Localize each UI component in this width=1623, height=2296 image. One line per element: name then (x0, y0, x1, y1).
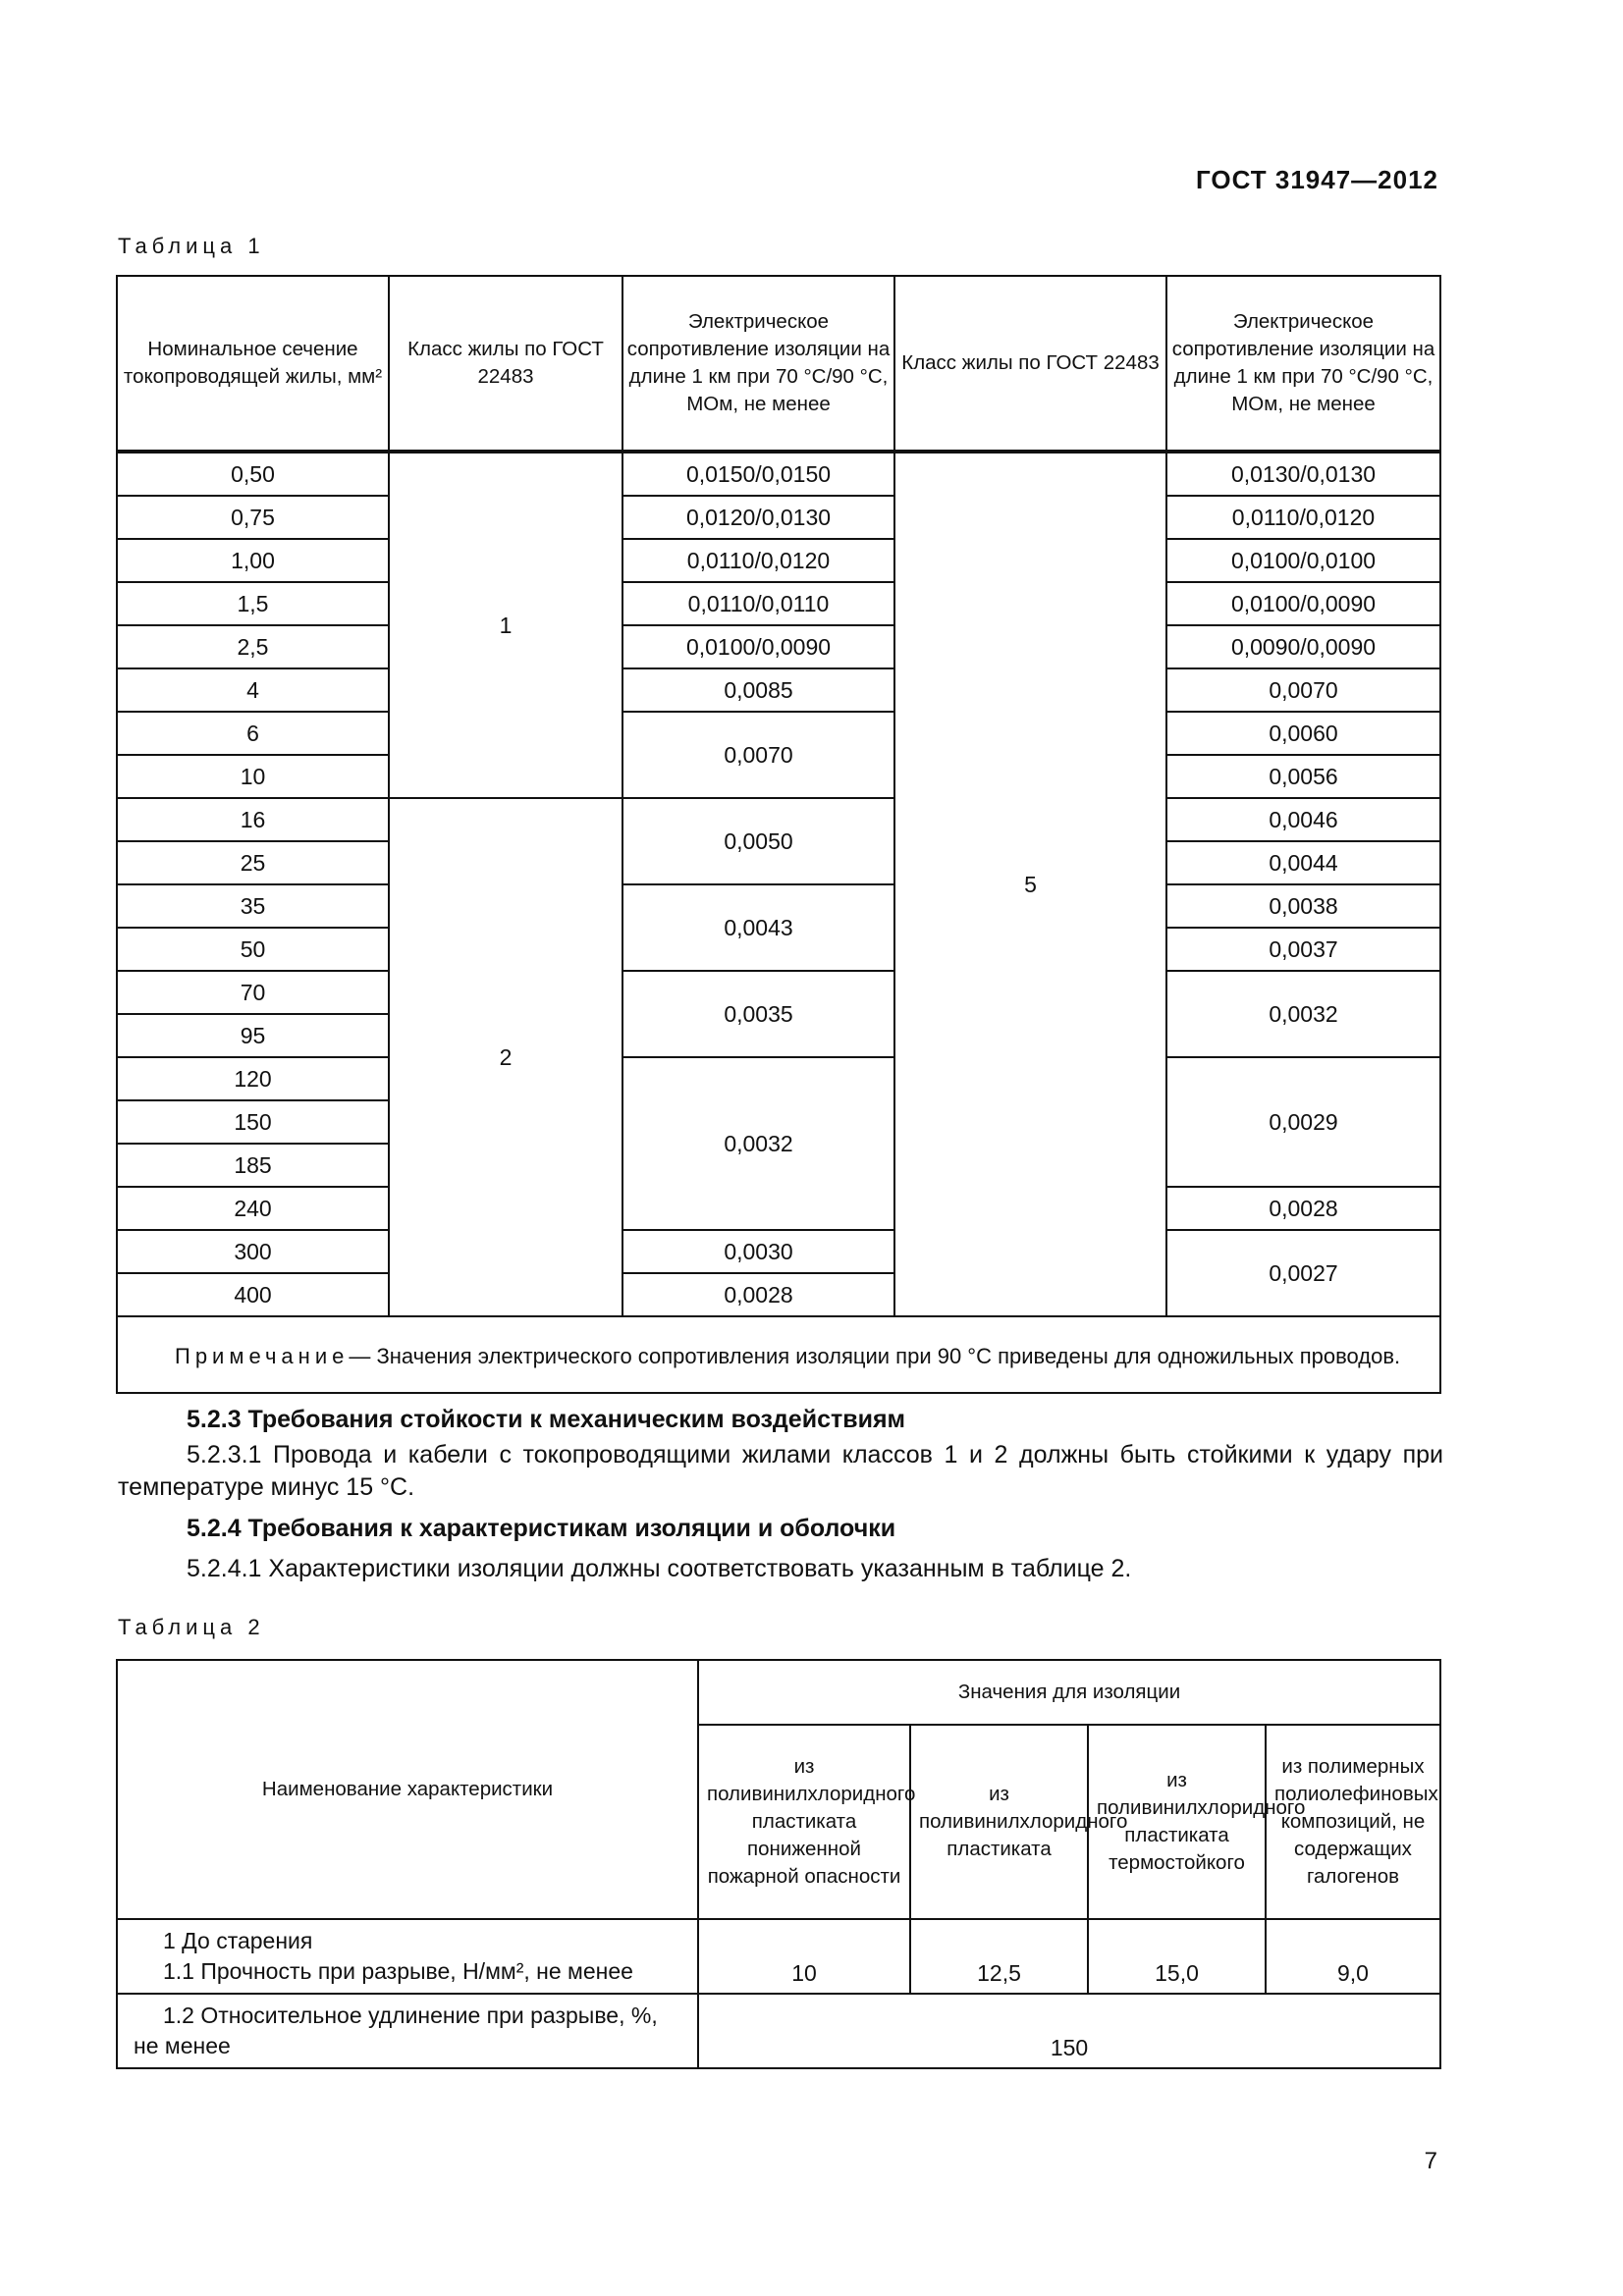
resistance-cell: 0,0100/0,0090 (622, 625, 894, 668)
paragraph-5241: 5.2.4.1 Характеристики изоляции должны соответствовать указанным в таблице 2. (187, 1555, 1132, 1582)
resistance-cell: 0,0060 (1166, 712, 1440, 755)
section-cell: 300 (117, 1230, 389, 1273)
resistance-cell: 0,0085 (622, 668, 894, 712)
resistance-cell: 0,0035 (622, 971, 894, 1057)
section-523-heading: 5.2.3 Требования стойкости к механическим воздействиям (187, 1406, 906, 1433)
header-section: Номинальное сечение токопроводящей жилы, мм² (117, 276, 389, 452)
header-characteristic: Наименование характеристики (117, 1660, 698, 1919)
resistance-cell: 0,0032 (1166, 971, 1440, 1057)
section-cell: 10 (117, 755, 389, 798)
resistance-cell: 0,0030 (622, 1230, 894, 1273)
resistance-cell: 0,0028 (622, 1273, 894, 1316)
section-cell: 1,5 (117, 582, 389, 625)
table-row (117, 1230, 1440, 1273)
resistance-cell: 0,0050 (622, 798, 894, 884)
section-cell: 50 (117, 928, 389, 971)
resistance-cell: 0,0043 (622, 884, 894, 971)
page-number: 7 (1424, 2148, 1437, 2174)
table2-caption: Таблица 2 (118, 1615, 265, 1639)
header-pvc: из поливинилхлоридного пластиката (910, 1725, 1088, 1919)
note-label: Примечание (175, 1343, 350, 1368)
section-cell: 240 (117, 1187, 389, 1230)
table1 (116, 275, 1441, 1394)
resistance-cell: 0,0110/0,0110 (622, 582, 894, 625)
section-cell: 1,00 (117, 539, 389, 582)
resistance-cell: 0,0046 (1166, 798, 1440, 841)
resistance-cell: 0,0150/0,0150 (622, 452, 894, 496)
table-row (117, 582, 1440, 625)
resistance-cell: 0,0100/0,0090 (1166, 582, 1440, 625)
table2-header-row (117, 1660, 1440, 1725)
resistance-cell: 0,0110/0,0120 (622, 539, 894, 582)
row-label-tensile-strength: 1.1 Прочность при разрыве, Н/мм², не менее (163, 1958, 633, 1984)
resistance-cell: 0,0029 (1166, 1057, 1440, 1187)
resistance-cell: 0,0032 (622, 1057, 894, 1230)
resistance-cell: 0,0027 (1166, 1230, 1440, 1316)
table-row (117, 884, 1440, 928)
section-cell: 185 (117, 1144, 389, 1187)
resistance-cell: 0,0037 (1166, 928, 1440, 971)
value-cell: 10 (698, 1919, 910, 1994)
resistance-cell: 0,0070 (622, 712, 894, 798)
class-cell: 2 (389, 798, 622, 1316)
row-label-before-aging: 1 До старения (163, 1928, 313, 1953)
header-pvc-low-fire: из поливинилхлоридного пластиката пониженной пожарной опасности (698, 1725, 910, 1919)
resistance-cell: 0,0038 (1166, 884, 1440, 928)
value-cell: 15,0 (1088, 1919, 1266, 1994)
table-row (117, 625, 1440, 668)
section-cell: 4 (117, 668, 389, 712)
table-row (117, 452, 1440, 496)
table1-header-row (117, 276, 1440, 452)
table-row (117, 798, 1440, 841)
section-cell: 0,50 (117, 452, 389, 496)
resistance-cell: 0,0130/0,0130 (1166, 452, 1440, 496)
resistance-cell: 0,0070 (1166, 668, 1440, 712)
section-524-heading: 5.2.4 Требования к характеристикам изоляции и оболочки (187, 1515, 896, 1542)
header-resistance-b: Электрическое сопротивление изоляции на длине 1 км при 70 °С/90 °С, МОм, не менее (1166, 276, 1440, 452)
section-cell: 95 (117, 1014, 389, 1057)
table-row (117, 1919, 1440, 1994)
resistance-cell: 0,0090/0,0090 (1166, 625, 1440, 668)
note-text: — Значения электрического сопротивления изоляции при 90 °С приведены для одножильных проводов. (349, 1343, 1401, 1368)
section-cell: 400 (117, 1273, 389, 1316)
document-code: ГОСТ 31947—2012 (1196, 165, 1438, 194)
section-cell: 70 (117, 971, 389, 1014)
section-cell: 35 (117, 884, 389, 928)
row-label-elongation: 1.2 Относительное удлинение при разрыве, %, не менее (117, 1994, 698, 2068)
characteristic-cell (117, 1919, 698, 1994)
table-row (117, 1057, 1440, 1100)
table1-note-row (117, 1316, 1440, 1393)
resistance-cell: 0,0120/0,0130 (622, 496, 894, 539)
paragraph-5231-text: 5.2.3.1 Провода и кабели с токопроводящими жилами классов 1 и 2 должны быть стойкими к удару при температуре минус 15 °С. (118, 1441, 1443, 1501)
resistance-cell: 0,0110/0,0120 (1166, 496, 1440, 539)
header-class-a: Класс жилы по ГОСТ 22483 (389, 276, 622, 452)
resistance-cell: 0,0100/0,0100 (1166, 539, 1440, 582)
value-cell: 150 (698, 1994, 1440, 2068)
section-cell: 120 (117, 1057, 389, 1100)
class-cell: 1 (389, 452, 622, 798)
table-row (117, 496, 1440, 539)
table2 (116, 1659, 1441, 2069)
table-row (117, 712, 1440, 755)
header-polyolefin-halogen-free: из полимерных полиолефиновых композиций, не содержащих галогенов (1266, 1725, 1440, 1919)
section-cell: 0,75 (117, 496, 389, 539)
value-cell: 9,0 (1266, 1919, 1440, 1994)
resistance-cell: 0,0044 (1166, 841, 1440, 884)
header-resistance-a: Электрическое сопротивление изоляции на длине 1 км при 70 °С/90 °С, МОм, не менее (622, 276, 894, 452)
paragraph-5231 (118, 1439, 1443, 1504)
header-pvc-heat-resistant: из поливинилхлоридного пластиката термостойкого (1088, 1725, 1266, 1919)
value-cell: 12,5 (910, 1919, 1088, 1994)
section-cell: 6 (117, 712, 389, 755)
table-row (117, 668, 1440, 712)
section-cell: 2,5 (117, 625, 389, 668)
header-class-b: Класс жилы по ГОСТ 22483 (894, 276, 1166, 452)
section-cell: 150 (117, 1100, 389, 1144)
table1-caption: Таблица 1 (118, 234, 265, 258)
table-row (117, 971, 1440, 1014)
table-row (117, 539, 1440, 582)
resistance-cell: 0,0028 (1166, 1187, 1440, 1230)
resistance-cell: 0,0056 (1166, 755, 1440, 798)
table-row (117, 1994, 1440, 2068)
header-insulation-values: Значения для изоляции (698, 1660, 1440, 1725)
section-cell: 25 (117, 841, 389, 884)
section-cell: 16 (117, 798, 389, 841)
table1-note (117, 1316, 1440, 1393)
class-cell: 5 (894, 452, 1166, 1316)
